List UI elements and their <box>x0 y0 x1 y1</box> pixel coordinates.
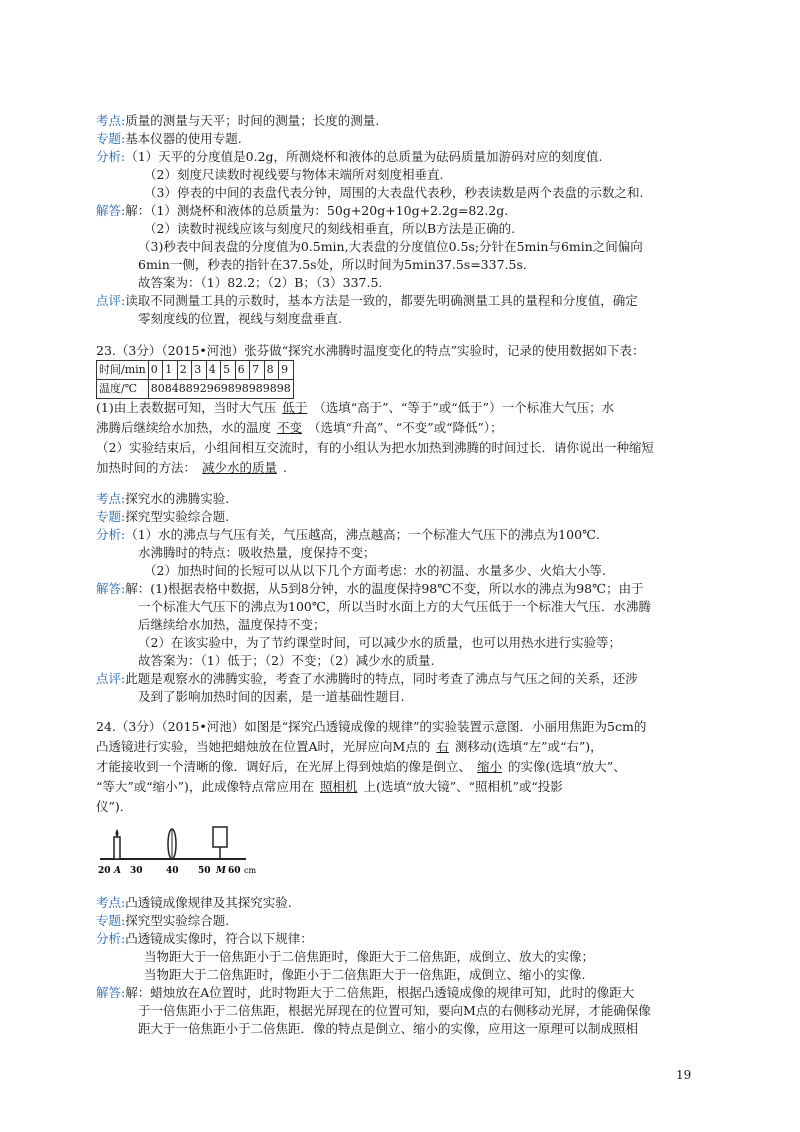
fenxi-line: 当物距大于一倍焦距小于二倍焦距时，像距大于二倍焦距，成倒立、放大的实像； <box>144 949 595 964</box>
kaodian-label: 考点: <box>96 113 126 128</box>
q24-blank-3: 照相机 <box>319 779 358 794</box>
q23-jieda-row <box>96 580 644 598</box>
jieda-label: 解答: <box>96 985 126 1000</box>
table-row <box>97 361 294 380</box>
q24-text: “等大”或“缩小”)，此成像特点常应用在 <box>96 779 314 794</box>
ruler-label: M <box>216 866 226 876</box>
fenxi-label: 分析: <box>96 931 126 946</box>
jieda-text: 解：（1）测烧杯和液体的总质量为：50g+20g+10g+2.2g=82.2g. <box>125 203 509 218</box>
kaodian-text: 凸透镜成像规律及其探究实验. <box>125 895 292 910</box>
jieda-text: 解：(1)根据表格中数据，从5到8分钟，水的温度保持98℃不变，所以水的沸点为98℃；由于 <box>125 581 644 596</box>
q23-text: (1)由上表数据可知，当时大气压 <box>96 400 277 415</box>
q24-blank-1: 右 <box>436 739 449 754</box>
q23-kaodian-row <box>96 490 229 508</box>
q24-line <box>96 758 626 776</box>
zhuanti-label: 专题: <box>96 131 126 146</box>
q23-dianping-row <box>96 670 638 688</box>
q24-line: 24.（3分）（2015•河池）如图是“探究凸透镜成像的规律”的实验装置示意图．小丽用焦距为5cm的 <box>96 719 647 734</box>
q23-part2b <box>96 459 287 477</box>
zhuanti-row <box>96 130 242 148</box>
jieda-line: 后继续给水加热，温度保持不变； <box>138 617 326 632</box>
q24-text: 测移动(选填“左”或“右”)， <box>454 739 603 754</box>
table-cell: 4 <box>206 361 220 380</box>
fenxi-label: 分析: <box>96 527 126 542</box>
q23-text: （选填“升高”、“不变”或“降低”）； <box>308 420 503 435</box>
table-cell: 3 <box>192 361 206 380</box>
q23-answer-3: 减少水的质量 <box>202 460 278 475</box>
jieda-line: （2）读数时视线应该与刻度尺的刻线相垂直，所以B方法是正确的. <box>144 221 516 236</box>
q23-table-wrap <box>96 360 294 399</box>
table-head: 温度/℃ <box>97 380 149 399</box>
jieda-label: 解答: <box>96 203 126 218</box>
kaodian-label: 考点: <box>96 895 126 910</box>
table-cell: 2 <box>177 361 191 380</box>
fenxi-line: 当物距大于二倍焦距时，像距小于二倍焦距大于一倍焦距，成倒立、缩小的实像. <box>144 967 586 982</box>
zhuanti-label: 专题: <box>96 509 126 524</box>
q23-answer-2: 不变 <box>277 420 303 435</box>
candle-icon <box>114 837 120 859</box>
jieda-line: （3)秒表中间表盘的分度值为0.5min,大表盘的分度值位0.5s;分针在5min与6min之间偏向 <box>138 239 643 254</box>
dianping-text: 读取不同测量工具的示数时，基本方法是一致的，都要先明确测量工具的量程和分度值，确定 <box>125 293 638 308</box>
jieda-label: 解答: <box>96 581 126 596</box>
page-number: 19 <box>676 1068 692 1082</box>
q24-text: 凸透镜进行实验，当她把蜡烛放在位置A时，光屏应向M点的 <box>96 739 431 754</box>
table-cell: 0 <box>148 361 162 380</box>
q24-jieda-row <box>96 984 634 1002</box>
zhuanti-text: 探究型实验综合题. <box>125 509 230 524</box>
zhuanti-text: 基本仪器的使用专题. <box>125 131 242 146</box>
q24-kaodian-row <box>96 894 292 912</box>
jieda-line: 6min一侧，秒表的指针在37.5s处，所以时间为5min37.5s=337.5s. <box>138 257 527 272</box>
q23-stem: 23.（3分）（2015•河池）张芬做“探究水沸腾时温度变化的特点”实验时，记录的使用数据如下表： <box>96 343 645 358</box>
jieda-line: 于一倍焦距小于二倍焦距，根据光屏现在的位置可知，要向M点的右侧移动光屏，才能确保像 <box>138 1003 651 1018</box>
q23-text: （选填“高于”、“等于”或“低于”）一个标准大气压；水 <box>313 400 615 415</box>
q24-line <box>96 738 603 756</box>
kaodian-text: 质量的测量与天平；时间的测量；长度的测量. <box>125 113 380 128</box>
ruler-label: cm <box>244 866 257 875</box>
q24-text: 的实像(选填“放大”、 <box>508 759 626 774</box>
jieda-row <box>96 202 508 220</box>
q23-text: 加热时间的方法： <box>96 460 197 475</box>
dianping-line: 零刻度线的位置，视线与刻度盘垂直. <box>138 311 342 326</box>
ruler-label: 60 <box>228 866 241 876</box>
q23-zhuanti-row <box>96 508 229 526</box>
kaodian-row <box>96 112 379 130</box>
flame-icon <box>116 829 119 837</box>
jieda-line: 一个标准大气压下的沸点为100℃，所以当时水面上方的大气压低于一个标准大气压．水沸腾 <box>138 599 651 614</box>
dianping-label: 点评: <box>96 671 126 686</box>
screen-icon <box>213 827 227 847</box>
q23-part1b <box>96 419 503 437</box>
q23-text: . <box>283 460 288 475</box>
q24-text: 才能接收到一个清晰的像．调好后，在光屏上得到烛焰的像是倒立、 <box>96 759 472 774</box>
fenxi-text: 凸透镜成实像时，符合以下规律： <box>125 931 313 946</box>
fenxi-line: （2）加热时间的长短可以从以下几个方面考虑：水的初温、水量多少、火焰大小等. <box>144 563 606 578</box>
jieda-text: 解：蜡烛放在A位置时，此时物距大于二倍焦距，根据凸透镜成像的规律可知，此时的像距大 <box>125 985 635 1000</box>
q24-fenxi-row <box>96 930 313 948</box>
zhuanti-label: 专题: <box>96 913 126 928</box>
table-cell: 1 <box>163 361 177 380</box>
zhuanti-text: 探究型实验综合题. <box>125 913 230 928</box>
q23-text: 沸腾后继续给水加热，水的温度 <box>96 420 272 435</box>
fenxi-line: （2）刻度尺读数时视线要与物体末端所对刻度相垂直. <box>144 167 444 182</box>
q24-blank-2: 缩小 <box>477 759 503 774</box>
q23-answer-1: 低于 <box>282 400 308 415</box>
ruler-label: 50 <box>198 866 211 876</box>
ruler-label: 40 <box>166 866 179 876</box>
q23-fenxi-row <box>96 526 600 544</box>
fenxi-label: 分析: <box>96 149 126 164</box>
ruler-label: 30 <box>130 866 143 876</box>
table-cell: 7 <box>250 361 264 380</box>
fenxi-line: 水沸腾时的特点：吸收热量，度保持不变； <box>138 545 376 560</box>
fenxi-line: （3）停表的中间的表盘代表分钟，周围的大表盘代表秒，秒表读数是两个表盘的示数之和. <box>144 185 644 200</box>
q24-zhuanti-row <box>96 912 229 930</box>
dianping-label: 点评: <box>96 293 126 308</box>
table-cell: 6 <box>235 361 249 380</box>
q24-line: 仪”)． <box>96 799 133 814</box>
jieda-line: （2）在该实验中，为了节约课堂时间，可以减少水的质量，也可以用热水进行实验等； <box>138 635 621 650</box>
dianping-line: 及到了影响加热时间的因素，是一道基础性题目. <box>138 689 405 704</box>
dianping-row <box>96 292 638 310</box>
dianping-text: 此题是观察水的沸腾实验，考查了水沸腾时的特点，同时考查了沸点与气压之间的关系，还涉 <box>125 671 638 686</box>
jieda-line: 距大于一倍焦距小于二倍焦距．像的特点是倒立、缩小的实像，应用这一原理可以制成照相 <box>138 1021 639 1036</box>
table-row <box>97 380 294 399</box>
table-head: 时间/min <box>97 361 149 380</box>
kaodian-text: 探究水的沸腾实验. <box>125 491 230 506</box>
table-cell: 9 <box>279 361 294 380</box>
ruler-label: A <box>114 866 121 876</box>
fenxi-text: （1）水的沸点与气压有关，气压越高，沸点越高；一个标准大气压下的沸点为100℃. <box>125 527 600 542</box>
q23-part1a <box>96 399 614 417</box>
optical-bench-figure <box>96 817 276 877</box>
q23-data-table <box>96 360 294 399</box>
table-cell: 5 <box>221 361 235 380</box>
q23-part2a: （2）实验结束后，小组间相互交流时，有的小组认为把水加热到沸腾的时间过长．请你说出一种缩短 <box>96 440 654 455</box>
fenxi-text: （1）天平的分度值是0.2g，所测烧杯和液体的总质量为砝码质量加游码对应的刻度值. <box>125 149 603 164</box>
jieda-line: 故答案为：（1）82.2；（2）B；（3）337.5. <box>138 275 383 290</box>
fenxi-row <box>96 148 603 166</box>
kaodian-label: 考点: <box>96 491 126 506</box>
table-cell: 8 <box>264 361 278 380</box>
jieda-line: 故答案为：（1）低于；（2）不变；（2）减少水的质量. <box>138 653 435 668</box>
q24-line <box>96 778 563 796</box>
q24-text: 上(选填“放大镜”、“照相机”或“投影 <box>363 779 563 794</box>
table-cell: 80848892969898989898 <box>148 380 293 399</box>
ruler-label: 20 <box>98 866 111 876</box>
